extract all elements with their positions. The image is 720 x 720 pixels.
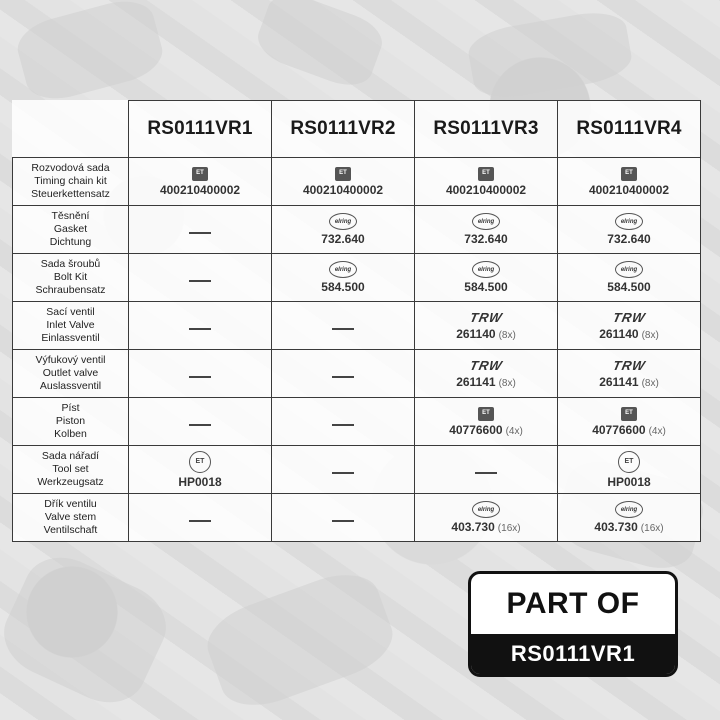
part-number-line: [589, 183, 669, 197]
row-label-line: Piston: [55, 415, 86, 427]
column-header: RS0111VR4: [558, 101, 701, 158]
part-number-line: [446, 183, 526, 197]
part-cell: [272, 494, 415, 542]
column-header: RS0111VR1: [129, 101, 272, 158]
part-number: 261140: [599, 326, 639, 341]
row-label: [13, 398, 129, 446]
not-included-dash: [475, 472, 497, 474]
parts-table: [12, 100, 701, 542]
not-included-dash: [332, 328, 354, 330]
column-header: RS0111VR2: [272, 101, 415, 158]
elring-logo: elring: [615, 261, 643, 278]
part-number-line: [321, 232, 364, 246]
column-header: RS0111VR3: [415, 101, 558, 158]
et-logo: ET: [335, 167, 351, 181]
et-logo: ET: [621, 167, 637, 181]
table-row: [13, 158, 701, 206]
row-label-line: Sací ventil: [46, 306, 95, 318]
elring-logo: elring: [615, 501, 643, 518]
part-number: 732.640: [464, 232, 508, 246]
part-cell: [129, 206, 272, 254]
part-cell: [129, 494, 272, 542]
part-cell: [415, 158, 558, 206]
part-cell: [129, 302, 272, 350]
part-number: 732.640: [607, 232, 651, 246]
row-label-line: Bolt Kit: [53, 271, 88, 283]
row-label-line: Sada nářadí: [41, 450, 100, 462]
quantity: (8x): [641, 377, 659, 389]
part-number-line: [303, 183, 383, 197]
not-included-dash: [189, 520, 211, 522]
row-label-line: Dichtung: [49, 236, 92, 248]
part-cell: [129, 350, 272, 398]
table-row: [13, 302, 701, 350]
row-label-line: Ventilschaft: [43, 524, 98, 536]
part-number: 40776600: [592, 422, 646, 437]
not-included-dash: [189, 424, 211, 426]
row-label-line: Sada šroubů: [40, 258, 101, 270]
part-cell: [272, 398, 415, 446]
not-included-dash: [189, 280, 211, 282]
trw-logo: TRW: [611, 309, 647, 325]
et-logo: ET: [192, 167, 208, 181]
row-label-line: Timing chain kit: [34, 175, 107, 187]
part-number-line: [464, 280, 507, 294]
row-label-line: Werkzeugsatz: [37, 476, 104, 488]
part-number: 261140: [456, 326, 496, 341]
row-label-line: Inlet Valve: [46, 319, 95, 331]
elring-logo: elring: [472, 501, 500, 518]
part-number: 400210400002: [445, 182, 527, 197]
part-cell: [272, 302, 415, 350]
row-label-line: Outlet valve: [42, 367, 99, 379]
row-label-line: Einlassventil: [41, 332, 100, 344]
row-label: [13, 206, 129, 254]
hp-logo: ET: [618, 451, 640, 473]
elring-logo: elring: [615, 213, 643, 230]
quantity: (8x): [498, 377, 516, 389]
part-number: 261141: [456, 374, 496, 389]
part-cell: [558, 398, 701, 446]
part-cell: [558, 494, 701, 542]
quantity: (4x): [505, 425, 523, 437]
part-cell: [272, 206, 415, 254]
quantity: (16x): [497, 523, 521, 534]
quantity: (16x): [640, 523, 664, 534]
row-label-line: Píst: [61, 402, 80, 414]
part-number: 400210400002: [588, 182, 670, 197]
part-number-line: [599, 375, 659, 389]
part-number-line: [592, 423, 666, 437]
part-number-line: [456, 375, 516, 389]
part-cell: [415, 398, 558, 446]
table-row: [13, 494, 701, 542]
part-cell: [558, 158, 701, 206]
row-label-line: Kolben: [54, 428, 87, 440]
quantity: (8x): [498, 329, 516, 341]
not-included-dash: [189, 376, 211, 378]
part-number-line: [607, 280, 650, 294]
part-number: HP0018: [178, 474, 222, 489]
not-included-dash: [189, 328, 211, 330]
part-number: 400210400002: [302, 182, 384, 197]
part-cell: [272, 446, 415, 494]
part-cell: [129, 158, 272, 206]
part-cell: [558, 206, 701, 254]
part-cell: [129, 446, 272, 494]
part-cell: [415, 302, 558, 350]
part-number: 584.500: [607, 280, 651, 294]
row-label: [13, 158, 129, 206]
part-number-line: [449, 423, 523, 437]
part-number-line: [451, 520, 520, 534]
part-number: 584.500: [464, 280, 508, 294]
part-cell: [415, 206, 558, 254]
part-number: 584.500: [321, 280, 365, 294]
row-label: [13, 302, 129, 350]
header-row: [13, 101, 701, 158]
part-cell: [415, 254, 558, 302]
not-included-dash: [189, 232, 211, 234]
part-cell: [129, 254, 272, 302]
row-label-line: Auslassventil: [39, 380, 102, 392]
not-included-dash: [332, 472, 354, 474]
part-cell: [558, 446, 701, 494]
et-logo: ET: [478, 167, 494, 181]
part-cell: [415, 446, 558, 494]
part-number: HP0018: [607, 474, 651, 489]
part-cell: [415, 494, 558, 542]
table-row: [13, 446, 701, 494]
trw-logo: TRW: [468, 357, 504, 373]
quantity: (4x): [648, 425, 666, 437]
row-label-line: Rozvodová sada: [31, 162, 110, 174]
not-included-dash: [332, 376, 354, 378]
row-label: [13, 254, 129, 302]
row-label-line: Gasket: [53, 223, 88, 235]
et-logo: ET: [478, 407, 494, 421]
row-label-line: Schraubensatz: [35, 284, 106, 296]
row-label-line: Tool set: [52, 463, 89, 475]
badge-title: PART OF: [506, 587, 640, 620]
table-row: [13, 254, 701, 302]
elring-logo: elring: [329, 261, 357, 278]
part-cell: [415, 350, 558, 398]
part-number: 403.730: [451, 520, 495, 534]
row-label: [13, 494, 129, 542]
part-cell: [272, 350, 415, 398]
part-number-line: [607, 232, 650, 246]
part-number-line: [321, 280, 364, 294]
part-number-line: [160, 183, 240, 197]
part-number-line: [594, 520, 663, 534]
part-cell: [272, 158, 415, 206]
header-corner: [13, 101, 129, 158]
part-number: 40776600: [449, 422, 503, 437]
row-label-line: Těsnění: [51, 210, 90, 222]
part-cell: [129, 398, 272, 446]
part-cell: [558, 254, 701, 302]
part-number: 261141: [599, 374, 639, 389]
part-number: 400210400002: [159, 182, 241, 197]
row-label-line: Dřík ventilu: [44, 498, 97, 510]
part-cell: [272, 254, 415, 302]
trw-logo: TRW: [611, 357, 647, 373]
row-label-line: Výfukový ventil: [35, 354, 106, 366]
part-cell: [558, 302, 701, 350]
row-label-line: Valve stem: [44, 511, 97, 523]
row-label-line: Steuerkettensatz: [31, 188, 110, 200]
part-number-line: [178, 475, 221, 489]
not-included-dash: [332, 520, 354, 522]
not-included-dash: [332, 424, 354, 426]
elring-logo: elring: [472, 213, 500, 230]
row-label: [13, 446, 129, 494]
part-of-badge: [468, 571, 678, 677]
trw-logo: TRW: [468, 309, 504, 325]
part-cell: [558, 350, 701, 398]
elring-logo: elring: [472, 261, 500, 278]
hp-logo: ET: [189, 451, 211, 473]
part-number-line: [456, 327, 516, 341]
part-number-line: [464, 232, 507, 246]
et-logo: ET: [621, 407, 637, 421]
part-number: 403.730: [594, 520, 638, 534]
badge-code: RS0111VR1: [471, 634, 675, 674]
elring-logo: elring: [329, 213, 357, 230]
table-row: [13, 350, 701, 398]
quantity: (8x): [641, 329, 659, 341]
row-label: [13, 350, 129, 398]
part-number-line: [607, 475, 650, 489]
part-number-line: [599, 327, 659, 341]
table-row: [13, 206, 701, 254]
table-row: [13, 398, 701, 446]
part-number: 732.640: [321, 232, 365, 246]
